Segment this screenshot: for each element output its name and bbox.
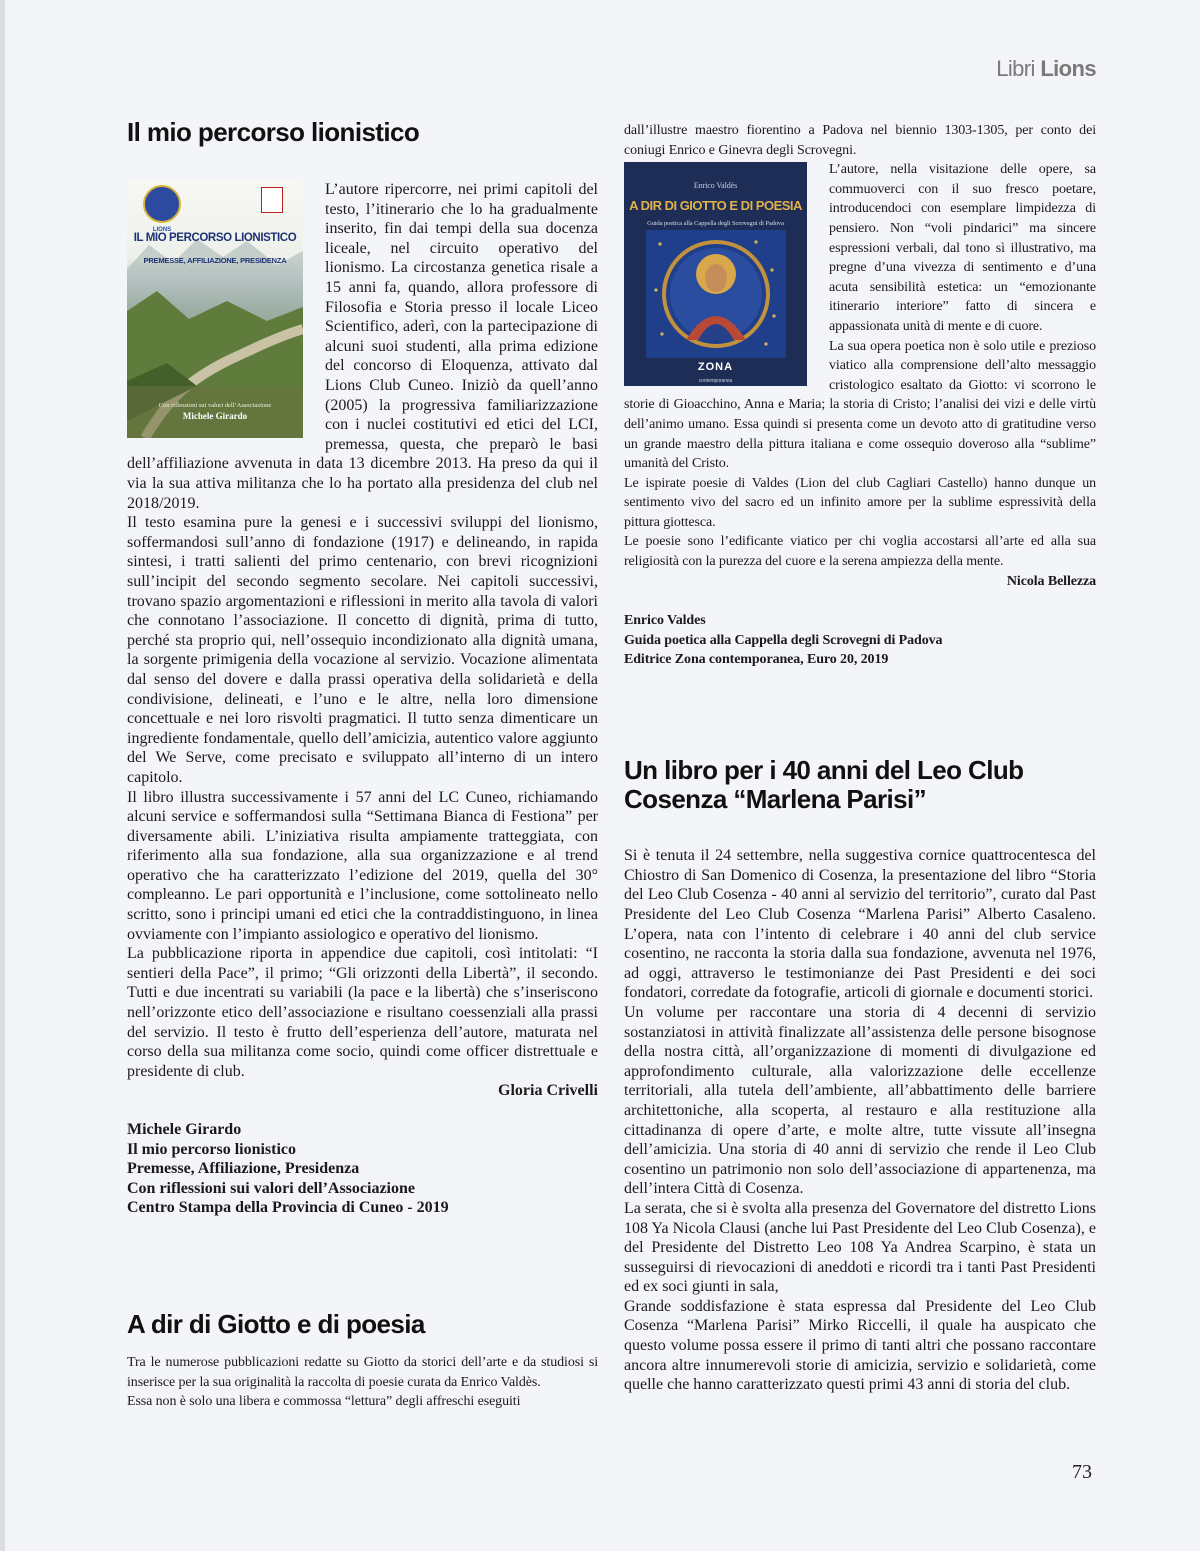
article3-title-line2: Cosenza “Marlena Parisi” [624,784,927,815]
credit-line: Premesse, Affiliazione, Presidenza [127,1160,360,1178]
article2-paragraph: L’autore, nella visitazione delle opere, sa commuoverci con il suo fresco poetare, introducendoci con esemplare limpidezza di pensiero. Non “voli pindarici” ma sincere espressioni verbali, dal tono sì illustrativo, ma pregne d’una vivezza di sentimento e d’una acuta sensibilità estetica: un “emozionante itinerario interiore” fatto di sincera e appassionata unità di mente e di cuore. [829,162,1096,334]
left-edge-strip [0,0,5,1551]
article2-paragraph: La sua opera poetica non è solo utile e prezioso viatico alla comprensione dell’alto messaggio cristologico esaltato da Giotto: vi scorrono le storie di Gioacchino, Anna e Maria; la storia di Cristo; l’analisi dei vizi e delle virtù dell’animo umano. Essa quindi si presenta come un devoto atto di gratitudine verso un grande maestro della pittura italiana e come ossequio doveroso alla “sublime” umanità del Cristo. [624,338,1096,472]
article-a-dir-di-giotto [127,1310,598,1412]
article2-title: A dir di Giotto e di poesia [127,1309,425,1339]
credit-line: Centro Stampa della Provincia di Cuneo - 2019 [127,1199,449,1217]
credit-line: Il mio percorso lionistico [127,1140,297,1158]
article2-signature: Nicola Bellezza [1006,573,1096,589]
christ-fresco-artwork [646,230,786,358]
credit-line: Guida poetica alla Cappella degli Scrovegni di Padova [624,632,943,648]
article1-paragraph: Il testo esamina pure la genesi e i successivi sviluppi del lionismo, soffermandosi sull’anno di fondazione (1917) e delineando, in rapida sintesi, i tratti salienti del primo centenario, con brevi ricognizioni sull’incipit del secondo segmento secolare. Nei capitoli successivi, trovano spazio argomentazioni e riflessioni in merito alla tavola di valori che connotano l’associazione. Il concetto di dignità, prima di tutto, perché sta proprio qui, nell’ossequio incondizionato alla dignità umana, la sorgente primigenia della vocazione al servizio. Vocazione alimentata dal senso del dovere e dalla prassi operativa della solidarietà e della condivisione, delineati, e l’uno e le altre, nella loro dimensione concettuale e nei loro risvolti pragmatici. Il tutto senza dimenticare un ingrediente fondamentale, quello dell’amicizia, autentico valore aggiunto del We Serve, come precisato e sviluppato all’interno di un intero capitolo. [127,514,598,786]
article1-body [127,180,598,1101]
article2-paragraph: Tra le numerose pubblicazioni redatte su Giotto da storici dell’arte e da studiosi si inserisce per la sua originalità la raccolta di poesie curata da Enrico Valdès. [127,1355,598,1390]
cover2-author: Enrico Valdès [693,181,738,191]
credit-line: Editrice Zona contemporanea, Euro 20, 2019 [624,652,889,668]
article2-intro [127,1353,598,1412]
lions-emblem-icon [143,185,181,223]
cover2-publisher-sub: contemporanea [698,378,733,385]
article1-paragraph: Il libro illustra successivamente i 57 anni del LC Cuneo, richiamando alcuni service e soffermandosi sulla “Settimana Bianca di Festiona” per diversamente abili. L’iniziativa risulta ampiamente tratteggiata, con riferimento alla sua fondazione, alla sua organizzazione e al trend operativo che ha caratterizzato l’edizione del 2019, quella del 30° compleanno. Le pari opportunità e l’inclusione, come sottolineato nello scritto, sono i principi umani ed etici che la contraddistinguono, in linea ovviamente con l’impianto assiologico e operativo del lionismo. [127,788,598,943]
article2-continued [624,121,1096,670]
article2-paragraph: Le poesie sono l’edificante viatico per chi voglia accostarsi all’arte ed alla sua religiosità con la purezza del cuore e la serena ampiezza della mente. [624,534,1096,570]
article1-signature: Gloria Crivelli [498,1082,598,1100]
lions-emblem-text: LIONS [152,227,172,234]
cover2-publisher: ZONA [697,361,734,374]
page-number: 73 [1072,1461,1092,1483]
article-il-mio-percorso [127,118,598,1218]
cover2-subtitle: Guida poetica alla Cappella degli Scrovegni di Padova [647,220,784,228]
section-label-light: Libri [996,56,1041,81]
article1-paragraph: La pubblicazione riporta in appendice due capitoli, così intitolati: “I sentieri della Pace”, il primo; “Gli orizzonti della Libertà”, il secondo. Tutti e due incentrati su variabili (la pace e la libertà) che s’inseriscono nell’orizzonte etico dell’associazione e risultano coessenziali alla prassi del servizio. Il testo è frutto dell’esperienza dell’autore, maturata nel corso della sua militanza come socio, quindi come officer distrettuale e presidente di club. [127,945,598,1080]
credit-line: Enrico Valdes [624,613,706,629]
article2-paragraph: Le ispirate poesie di Valdes (Lion del club Cagliari Castello) hanno dunque un sentimento vivo del sacro ed un infinito amore per la sublime espressività della pittura giottesca. [624,475,1096,530]
district-crest-icon [261,187,283,213]
article2-body [624,121,1096,591]
section-label [996,56,1096,82]
credit-line: Con riflessioni sui valori dell’Associazione [127,1179,415,1197]
cover1-subtitle: PREMESSE, AFFILIAZIONE, PRESIDENZA [143,256,287,266]
article3-paragraph: La serata, che si è svolta alla presenza del Governatore del distretto Lions 108 Ya Nicola Clausi (anche lui Past Presidente del Leo Club Cosenza), e del Presidente del Distretto Leo 108 Ya Andrea Scarpino, è stata un susseguirsi di rievocazioni di aneddoti e ricordi tra i tanti Past Presidenti ed ex soci giunti in sala, [624,1199,1096,1296]
article3-paragraph: Grande soddisfazione è stata espressa dal Presidente del Leo Club Cosenza “Marlena Parisi” Mirko Riccelli, il quale ha auspicato che questo volume possa essere il primo di tanti altri che possano raccontare ancora altre innumerevoli storie di amicizia, servizio e solidarietà, come quelle che hanno caratterizzato questi primi 43 anni di storia del club. [624,1297,1096,1394]
article3-paragraph: Un volume per raccontare una storia di 4 decenni di servizio sostanziatosi in attività finalizzate all’assistenza delle persone bisognose della nostra città, all’organizzazione di momenti di divulgazione ed approfondimento culturale, alla valorizzazione delle eccellenze territoriali, alla tutela dell’ambiente, all’abbattimento delle barriere architettoniche, alla scoperta, al restauro e alla restituzione alla cittadinanza di opere d’arte, e molte altre, tutte vissute all’insegna dell’amicizia. Una storia di 40 anni di servizio che rende il Leo Club cosentino un patrimonio non solo dell’associazione di appartenenza, ma dell’intera Città di Cosenza. [624,1003,1096,1198]
article3-body [624,846,1096,1395]
article1-paragraph: L’autore ripercorre, nei primi capitoli del testo, l’itinerario che lo ha gradualmente inserito, fin dai tempi della sua docenza liceale, nel circuito operativo del lionismo. La circostanza genetica risale a 15 anni fa, quando, allora professore di Filosofia e Storia presso il locale Liceo Scientifico, aderì, con la partecipazione di alcuni suoi studenti, alla prima edizione del concorso di Eloquenza, attivato dal Lions Club Cuneo. Iniziò da quell’anno (2005) la progressiva familiarizzazione con i nuclei costitutivi ed etici del LCI, premessa, questa, che preparò le basi dell’affiliazione avvenuta in data 13 dicembre 2013. Ha preso da qui il via la sua attiva militanza che lo ha portato alla presidenza del club nel 2018/2019. [127,181,598,512]
article1-title: Il mio percorso lionistico [127,117,420,147]
book-cover-a-dir-di-giotto [624,162,807,386]
cover1-tagline: Con riflessioni sui valori dell’Associazione [158,402,272,410]
article3-title-line1: Un libro per i 40 anni del Leo Club [624,755,1024,785]
cover1-title: IL MIO PERCORSO LIONISTICO [133,232,297,245]
article3-paragraph: Si è tenuta il 24 settembre, nella suggestiva cornice quattrocentesca del Chiostro di San Domenico di Cosenza, la presentazione del libro “Storia del Leo Club Cosenza - 40 anni al servizio del territorio”, curato dal Past Presidente del Leo Club Cosenza “Marlena Parisi” Alberto Casaleno. L’opera, nata con l’intento di celebrare i 40 anni del club service cosentino, ne racconta la storia dalla sua fondazione, avvenuta nel 1976, ad oggi, attraverso le testimonianze dei Past Presidenti e dei soci fondatori, corredate da fotografie, articoli di giornale e documenti storici. [624,847,1096,1002]
article-leo-club-cosenza [624,756,1096,1395]
credit-line: Michele Girardo [127,1121,242,1139]
article2-continued-text: dall’illustre maestro fiorentino a Padova nel biennio 1303-1305, per conto dei coniugi Enrico e Ginevra degli Scrovegni. [624,123,1096,158]
book-cover-il-mio-percorso [127,181,303,438]
cover2-title: A DIR DI GIOTTO E DI POESIA [629,198,802,214]
article2-book-credits [624,611,1096,670]
section-label-bold: Lions [1040,56,1096,81]
article2-paragraph: Essa non è solo una libera e commossa “lettura” degli affreschi eseguiti [127,1394,521,1410]
article1-book-credits [127,1120,598,1218]
article3-title [624,756,1096,814]
cover1-author: Michele Girardo [182,411,248,422]
